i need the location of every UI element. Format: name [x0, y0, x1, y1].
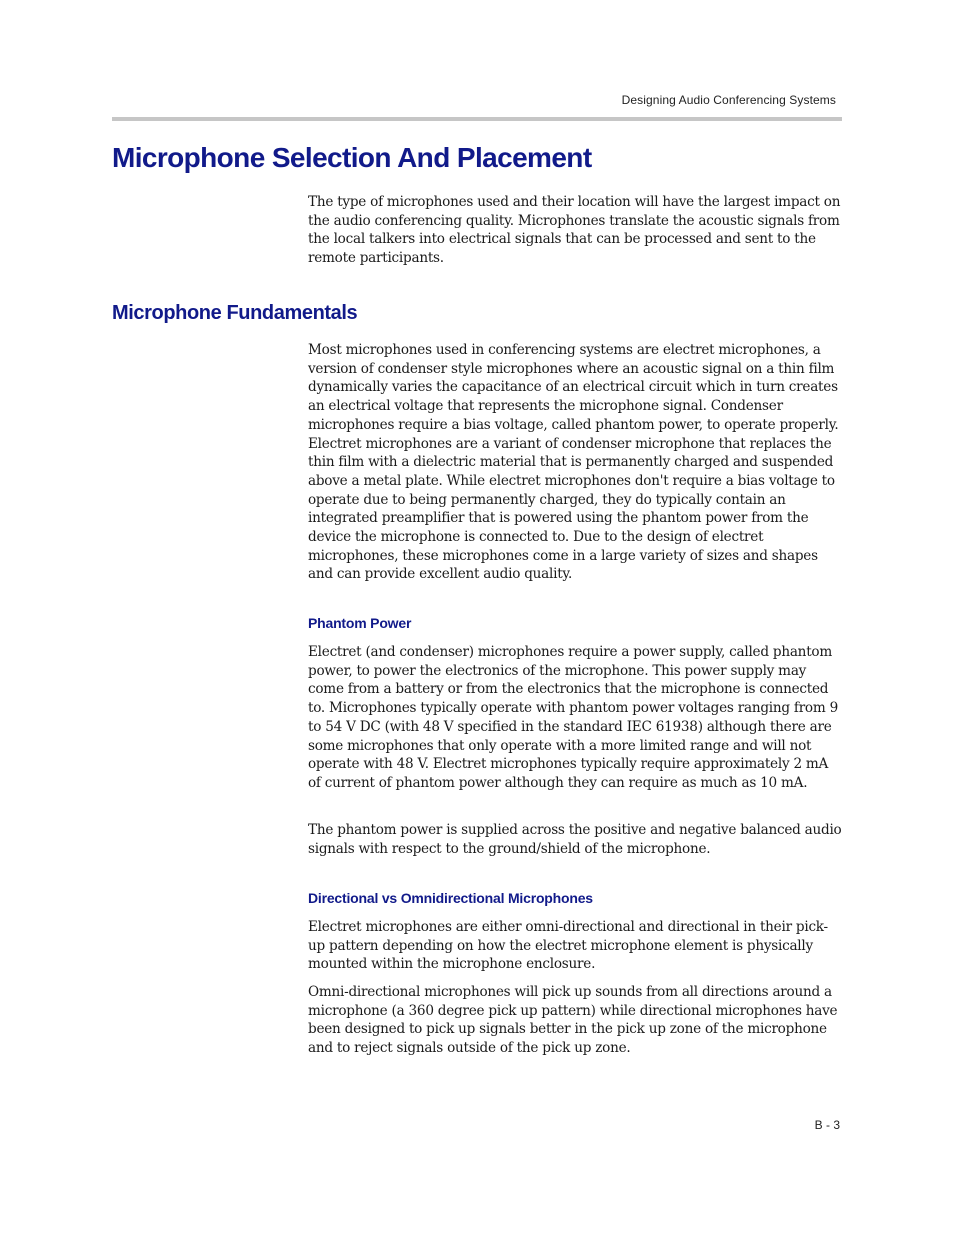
phantom-power-paragraph-2: The phantom power is supplied across the positive and negative balanced audio signals with respect to the ground/shield of the microphone.: [308, 822, 842, 857]
directional-paragraph-1: Electret microphones are either omni-directional and directional in their pick-up pattern depending on how the electret microphone element is physically mounted within the microphone enclosure.: [308, 919, 828, 973]
running-header: Designing Audio Conferencing Systems: [621, 93, 836, 107]
section-title: Microphone Selection And Placement: [112, 142, 592, 173]
directional-heading: Directional vs Omnidirectional Microphones: [308, 890, 593, 906]
section-intro-paragraph: The type of microphones used and their location will have the largest impact on the audio conferencing quality. Microphones translate the acoustic signals from the local talkers into electrical signals that can be processed and sent to the remote participants.: [308, 194, 841, 267]
subsection-title: Microphone Fundamentals: [112, 302, 358, 324]
directional-paragraph-2: Omni-directional microphones will pick up sounds from all directions around a microphone (a 360 degree pick up pattern) while directional microphones have been designed to pick up signals better in the pick up zone of the microphone and to reject signals outside of the pick up zone.: [308, 984, 838, 1057]
fundamentals-paragraph: Most microphones used in conferencing systems are electret microphones, a version of condenser style microphones where an acoustic signal on a thin film dynamically varies the capacitance of an electrical circuit which in turn creates an electrical voltage that represents the microphone signal. Condenser microphones require a bias voltage, called phantom power, to operate properly. Electret microphones are a variant of condenser microphone that replaces the thin film with a dielectric material that is permanently charged and suspended above a metal plate. While electret microphones don't require a bias voltage to operate due to being permanently charged, they do typically contain an integrated preamplifier that is powered using the phantom power from the device the microphone is connected to. Due to the design of electret microphones, these microphones come in a large variety of sizes and shapes and can provide excellent audio quality.: [308, 342, 839, 583]
phantom-power-heading: Phantom Power: [308, 615, 412, 631]
phantom-power-paragraph-1: Electret (and condenser) microphones require a power supply, called phantom power, to power the electronics of the microphone. This power supply may come from a battery or from the electronics that the microphone is connected to. Microphones typically operate with phantom power voltages ranging from 9 to 54 V DC (with 48 V specified in the standard IEC 61938) although there are some microphones that only operate with a more limited range and will not operate with 48 V. Electret microphones typically require approximately 2 mA of current of phantom power although they can require as much as 10 mA.: [308, 644, 838, 791]
header-rule: [112, 117, 842, 121]
page-number: B - 3: [814, 1118, 840, 1132]
